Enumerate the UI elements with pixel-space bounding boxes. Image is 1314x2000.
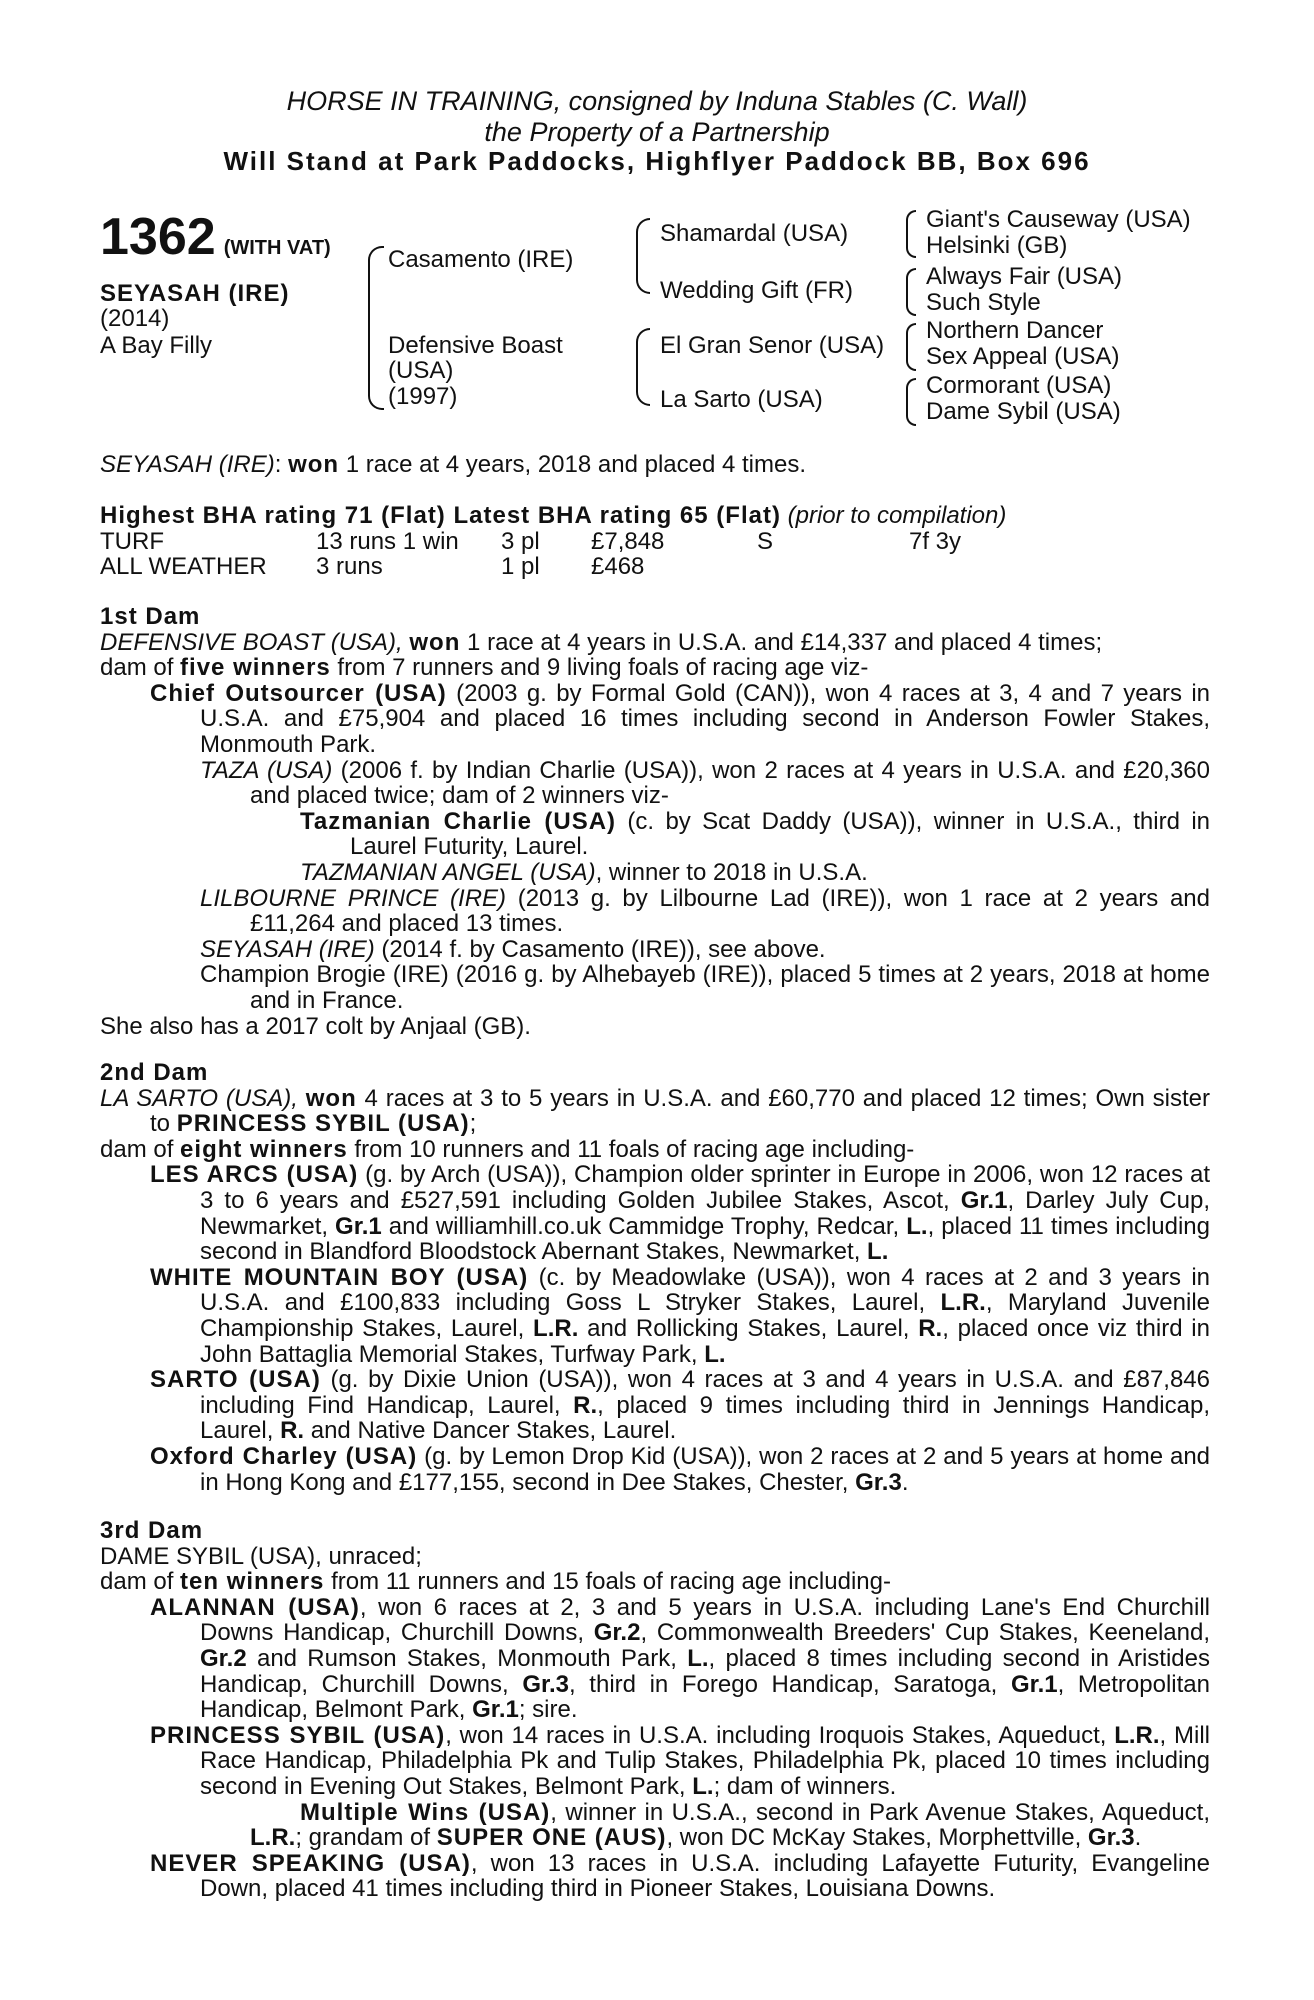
lot-number: 1362 [100,208,216,266]
pedigree-dsd: Sex Appeal (USA) [926,343,1120,370]
pedigree-brace-dam [636,328,650,406]
list-item: Tazmanian Charlie (USA) (c. by Scat Daddy (USA)), winner in U.S.A., third in Laurel Futurity, Laurel. [300,807,1210,861]
dam-line: DEFENSIVE BOAST (USA), won 1 race at 4 years in U.S.A. and £14,337 and placed 4 times; [100,628,1103,656]
list-item: LILBOURNE PRINCE (IRE) (2013 g. by Lilbourne Lad (IRE)), won 1 race at 2 years and £11,264 and placed 13 times. [200,884,1210,938]
list-item: TAZA (USA) (2006 f. by Indian Charlie (USA)), won 2 races at 4 years in U.S.A. and £20,360 and placed twice; dam of 2 winners viz- [200,756,1210,810]
table-row: ALL WEATHER 3 runs 1 pl £468 [100,553,645,580]
dam-produce-line: dam of ten winners from 11 runners and 15 foals of racing age including- [100,1568,891,1596]
list-item: NEVER SPEAKING (USA), won 13 races in U.S.A. including Lafayette Futurity, Evangeline Down, placed 41 times including third in Pioneer Stakes, Louisiana Downs. [150,1849,1210,1903]
dam-produce-line: dam of five winners from 7 runners and 9 living foals of racing age viz- [100,654,869,682]
rating-text: Highest BHA rating 71 (Flat) Latest BHA rating 65 (Flat) [100,502,781,529]
pedigree-dds: Cormorant (USA) [926,372,1112,399]
table-row: TURF 13 runs 1 win 3 pl £7,848 S 7f 3y [100,528,962,555]
list-item: TAZMANIAN ANGEL (USA), winner to 2018 in U.S.A. [300,858,868,886]
pedigree-dam-country: (USA) [388,357,454,384]
pedigree-sdd: Such Style [926,289,1041,316]
pedigree-sire: Casamento (IRE) [388,246,574,273]
list-item: Oxford Charley (USA) (g. by Lemon Drop Kid (USA)), won 2 races at 2 and 5 years at home and in Hong Kong and £177,155, second in Dee Stakes, Chester, Gr.3. [150,1442,1211,1496]
pedigree-dam: Defensive Boast [388,332,563,359]
pedigree-sire-sire: Shamardal (USA) [660,220,849,247]
pedigree-brace-3b [906,268,916,316]
rating-note: (prior to compilation) [780,502,1007,529]
pedigree-sire-dam: Wedding Gift (FR) [660,277,853,304]
location-line: Will Stand at Park Paddocks, Highflyer Paddock BB, Box 696 [223,146,1091,176]
pedigree-dam-sire: El Gran Senor (USA) [660,332,885,359]
list-item: Chief Outsourcer (USA) (2003 g. by Formal Gold (CAN)), won 4 races at 3, 4 and 7 years in U.S.A. and £75,904 and placed 16 times including second in Anderson Fowler Stakes, Monmouth Park. [150,679,1210,758]
pedigree-dss: Northern Dancer [926,317,1104,344]
summary-won: won [288,451,340,478]
list-item: ALANNAN (USA), won 6 races at 2, 3 and 5 years in U.S.A. including Lane's End Churchill Downs Handicap, Churchill Downs, Gr.2, Commonwealth Breeders' Cup Stakes, Keeneland, Gr.2 and Rumson Stakes, Monmouth Park, L., placed 8 times including second in Aristides Handicap, Churchill Downs, Gr.3, third in Forego Handicap, Saratoga, Gr.1, Metropolitan Handicap, Belmont Park, Gr.1; sire. [150,1593,1210,1724]
pedigree-brace-3a [906,210,916,258]
also-note: She also has a 2017 colt by Anjaal (GB). [100,1012,531,1040]
dam-line: DAME SYBIL (USA), unraced; [100,1542,422,1570]
second-dam-section [100,1060,1210,1495]
consignor-line: HORSE IN TRAINING, consigned by Induna Stables (C. Wall) [286,86,1028,116]
list-item: Multiple Wins (USA), winner in U.S.A., second in Park Avenue Stakes, Aqueduct, L.R.; grandam of SUPER ONE (AUS), won DC McKay Stakes, Morphettville, Gr.3. [250,1798,1211,1852]
pedigree-brace-3d [906,378,916,426]
pedigree-ssd: Helsinki (GB) [926,232,1068,259]
dam-produce-line: dam of eight winners from 10 runners and 11 foals of racing age including- [100,1135,915,1163]
list-item: PRINCESS SYBIL (USA), won 14 races in U.S.A. including Iroquois Stakes, Aqueduct, L.R., Mill Race Handicap, Philadelphia Pk and Tulip Stakes, Philadelphia Pk, placed 10 times including second in Evening Out Stakes, Belmont Park, L.; dam of winners. [150,1721,1211,1800]
summary-rest: 1 race at 4 years, 2018 and placed 4 times. [339,451,807,478]
property-line: the Property of a Partnership [484,117,830,147]
pedigree-dam-year: (1997) [388,383,458,410]
race-record-table [100,529,961,579]
pedigree-sds: Always Fair (USA) [926,263,1123,290]
vat-label: (WITH VAT) [223,237,331,259]
summary-name: SEYASAH (IRE) [100,451,275,478]
first-dam-section [100,604,1210,1039]
list-item: SEYASAH (IRE) (2014 f. by Casamento (IRE)), see above. [200,935,826,963]
list-item: LES ARCS (USA) (g. by Arch (USA)), Champion older sprinter in Europe in 2006, won 12 races at 3 to 6 years and £527,591 including Golden Jubilee Stakes, Ascot, Gr.1, Darley July Cup, Newmarket, Gr.1 and williamhill.co.uk Cammidge Trophy, Redcar, L., placed 11 times including second in Blandford Bloodstock Abernant Stakes, Newmarket, L. [150,1161,1210,1266]
section-title: 1st Dam [100,603,201,630]
pedigree-sss: Giant's Causeway (USA) [926,206,1191,233]
pedigree-brace-3c [906,323,916,371]
section-title: 3rd Dam [100,1517,204,1544]
list-item: SARTO (USA) (g. by Dixie Union (USA)), won 4 races at 3 and 4 years in U.S.A. and £87,846 including Find Handicap, Laurel, R., placed 9 times including third in Jennings Handicap, Laurel, R. and Native Dancer Stakes, Laurel. [150,1366,1210,1445]
third-dam-section [100,1518,1210,1902]
pedigree-brace-gen1 [368,246,384,410]
rating-line [100,503,1006,529]
foaling-year: (2014) [100,305,170,332]
list-item: Champion Brogie (IRE) (2016 g. by Alhebayeb (IRE)), placed 5 times at 2 years, 2018 at home and in France. [200,961,1210,1014]
race-summary: SEYASAH (IRE): won 1 race at 4 years, 2018 and placed 4 times. [100,451,807,478]
horse-name: SEYASAH (IRE) [100,280,290,307]
section-title: 2nd Dam [100,1059,209,1086]
pedigree-dam-dam: La Sarto (USA) [660,386,823,413]
horse-description: A Bay Filly [100,332,213,359]
lot-number-block [100,210,331,275]
dam-line: LA SARTO (USA), won 4 races at 3 to 5 years in U.S.A. and £60,770 and placed 12 times; Own sister to PRINCESS SYBIL (USA); [100,1084,1211,1138]
pedigree-ddd: Dame Sybil (USA) [926,398,1121,425]
pedigree-brace-sire [636,218,650,294]
list-item: WHITE MOUNTAIN BOY (USA) (c. by Meadowlake (USA)), won 4 races at 2 and 3 years in U.S.A. and £100,833 including Goss L Stryker Stakes, Laurel, L.R., Maryland Juvenile Championship Stakes, Laurel, L.R. and Rollicking Stakes, Laurel, R., placed once viz third in John Battaglia Memorial Stakes, Turfway Park, L. [150,1263,1211,1368]
